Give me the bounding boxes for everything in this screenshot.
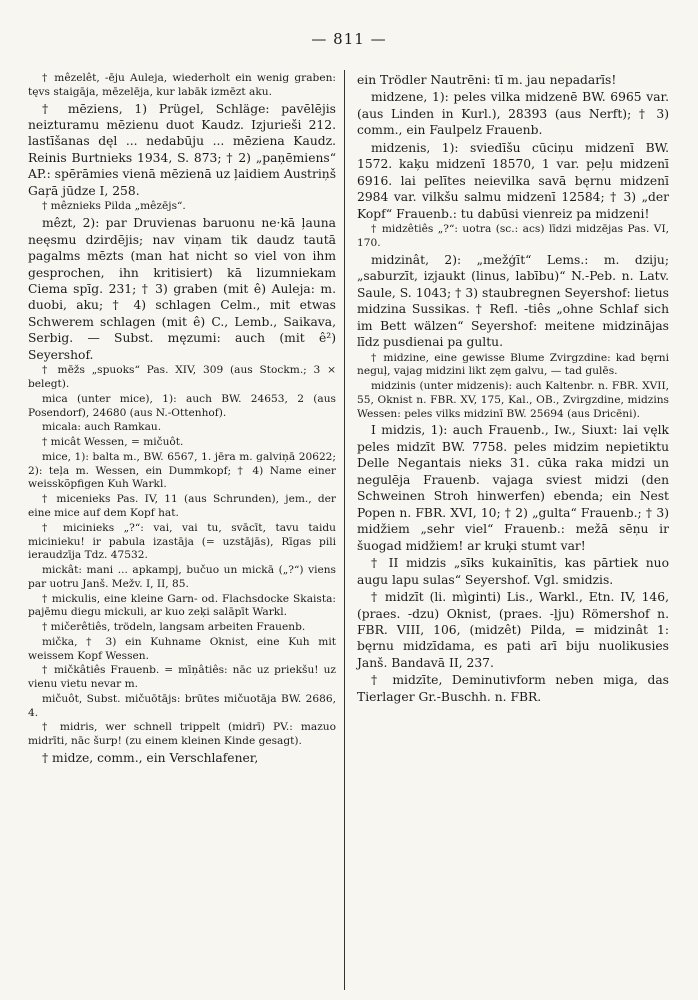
dictionary-entry: mica (unter mice), 1): auch BW. 24653, 2 (aus Posendorf), 24680 (aus N.-Ottenhof). <box>28 392 336 419</box>
dictionary-entry: † II midzis „sīks kukainītis, kas pārtiek nuo augu lapu sulas“ Seyershof. Vgl. smidzis. <box>357 556 669 587</box>
dictionary-entry: † midzīt (li. mìginti) Lis., Warkl., Etn. IV, 146, (praes. -dzu) Oknist, (praes. -ļju) Römershof n. FBR. VIII, 106, (midzêt) Pilda, = midzinât 1: bęrnu midzīdama, es pati arī biju nuolikusies Janš. Bandavā II, 237. <box>357 590 669 670</box>
dictionary-entry: micala: auch Ramkau. <box>42 421 162 434</box>
dictionary-entry: † mêzelêt, -ēju Auleja, wiederholt ein wenig graben: tęvs staigāja, mēzelēja, kur labāk izmēzt aku. <box>28 72 336 98</box>
dictionary-entry: † mêznieks Pilda „mêzējs“. <box>42 200 186 213</box>
dictionary-entry: † midzine, eine gewisse Blume Zvirgzdine: kad bęrni neguļ, vajag midzini likt zęm galvu, — tad gulēs. <box>357 351 669 378</box>
dictionary-entry: ein Trödler Nautrēni: tī m. jau nepadarīs! <box>357 73 617 87</box>
dictionary-entry: † mēžs „spuoks“ Pas. XIV, 309 (aus Stockm.; 3 × belegt). <box>28 364 336 391</box>
dictionary-entry: † midzīte, Deminutivform neben miga, das Tierlager Gr.-Buschh. n. FBR. <box>357 673 669 704</box>
dictionary-entry: † mičkâtiês Frauenb. = mīņâtiês: nāc uz priekšu! uz vienu vietu nevar m. <box>28 664 336 691</box>
dictionary-entry: mice, 1): balta m., BW. 6567, 1. jēra m. galviņā 20622; 2): teļa m. Wessen, ein Dummkopf; † 4) Name einer weisskõpfigen Kuh Warkl. <box>28 450 336 491</box>
dictionary-entry: † micât Wessen, = mičuôt. <box>42 436 184 449</box>
dictionary-entry: midzinât, 2): „mežģīt“ Lems.: m. dziju; „saburzīt, izjaukt (linus, labību)“ N.-Peb. n. Latv. Saule, S. 1043; † 3) staubregnen Seyershof: lietus midzina Sussikas. † Refl. -tiês „ohne Schlaf sich im Bett wälzen“ Seyershof: meitene midzinājas līdz pusdienai pa gultu. <box>357 252 669 350</box>
column-divider <box>344 70 345 990</box>
dictionary-entry: † midzêtiês „?“: uotra (sc.: acs) līdzi midzējas Pas. VI, 170. <box>357 223 669 249</box>
dictionary-entry: † midris, wer schnell trippelt (midrī) PV.: mazuo midrīti, nāc šurp! (zu einem kleinen Kinde gesagt). <box>28 721 336 748</box>
page-number: — 811 — <box>311 30 387 48</box>
dictionary-entry: mêzt, 2): par Druvienas baruonu ne·kā ļauna neęsmu dzirdējis; nav viņam tik daudz tautā pagalms mēzts (man hat nicht so viel von ihm gesprochen, ihn kritisiert) kā lizumniekam Ciema spīg. 231; † 3) graben (mit ê) Auleja: m. duobi, aku; † 4) schlagen Celm., mit etwas Schwerem schlagen (mit ê) C., Lemb., Saikava, Serbig. — Subst. męzumi: auch (mit ê²) Seyershof. <box>28 216 336 362</box>
dictionary-entry: † mickulis, eine kleine Garn- od. Flachsdocke Skaista: pajēmu diegu mickuli, ar kuo zeķi salāpīt Warkl. <box>28 592 336 619</box>
dictionary-entry: mičuôt, Subst. mičuōtājs: brūtes mičuotāja BW. 2686, 4. <box>28 692 336 719</box>
dictionary-entry: midzenis, 1): sviedīšu cūciņu midzenī BW. 1572. kaķu midzenī 18570, 1 var. peļu midzenī 6916. lai pelītes neievilka savā bęrnu midzenī 2984 var. vilkšu salmu midzenī 12584; † 3) „der Kopf“ Frauenb.: tu dabūsi vienreiz pa midzeni! <box>357 140 669 221</box>
dictionary-entry: I midzis, 1): auch Frauenb., Iw., Siuxt: lai vęlk peles midzīt BW. 7758. peles midzim nepietiktu Delle Negantais nieks 31. cūka raka midzi un negulēja Frauenb. vajaga sviest midzi (den Schweinen Stroh hinwerfen) ebenda; ein Nest Popen n. FBR. XVI, 10; † 2) „gulta“ Frauenb.; † 3) midžiem „sehr viel“ Frauenb.: mežā sēņu ir šuogad midžiem! ar kruķi stumt var! <box>357 423 669 553</box>
dictionary-entry: † midze, comm., ein Verschlafener, <box>42 751 259 765</box>
dictionary-entry: † mēziens, 1) Prügel, Schläge: pavēlējis neizturamu mēzienu duot Kaudz. Izjurieši 212. lastīšanas dęl ... nedabūju ... mēziena Kaudz. Reinis Burtnieks 1934, S. 873; † 2) „paņēmiens“ AP.: spērāmies vienā mēzienā uz ļaidiem Austriņš Gaŗā jūdze I, 258. <box>28 101 336 198</box>
dictionary-entry: midzinis (unter midzenis): auch Kaltenbr. n. FBR. XVII, 55, Oknist n. FBR. XV, 175, Kal., OB., Zvirgzdine, midzins Wessen: peles vilks midzinī BW. 25694 (aus Dricēni). <box>357 380 669 420</box>
dictionary-entry: † micinieks „?“: vai, vai tu, svācīt, tavu taidu micinieku! ir pabula izastāja (= uzstājās), Rīgas pili ieraudzīja Tdz. 47532. <box>28 521 336 562</box>
dictionary-entry: † mičerêtiês, trödeln, langsam arbeiten Frauenb. <box>42 621 306 634</box>
dictionary-entry: mička, † 3) ein Kuhname Oknist, eine Kuh mit weissem Kopf Wessen. <box>28 635 336 662</box>
dictionary-entry: midzene, 1): peles vilka midzenē BW. 6965 var. (aus Linden in Kurl.), 28393 (aus Nerft); † 3) comm., ein Faulpelz Frauenb. <box>357 90 669 138</box>
right-column <box>357 72 669 706</box>
dictionary-entry: † micenieks Pas. IV, 11 (aus Schrunden), jem., der eine mice auf dem Kopf hat. <box>28 493 336 519</box>
left-column <box>28 72 336 767</box>
dictionary-entry: mickât: mani ... apkampj, bučuo un mickā („?“) viens par uotru Janš. Mežv. I, II, 85. <box>28 564 336 590</box>
